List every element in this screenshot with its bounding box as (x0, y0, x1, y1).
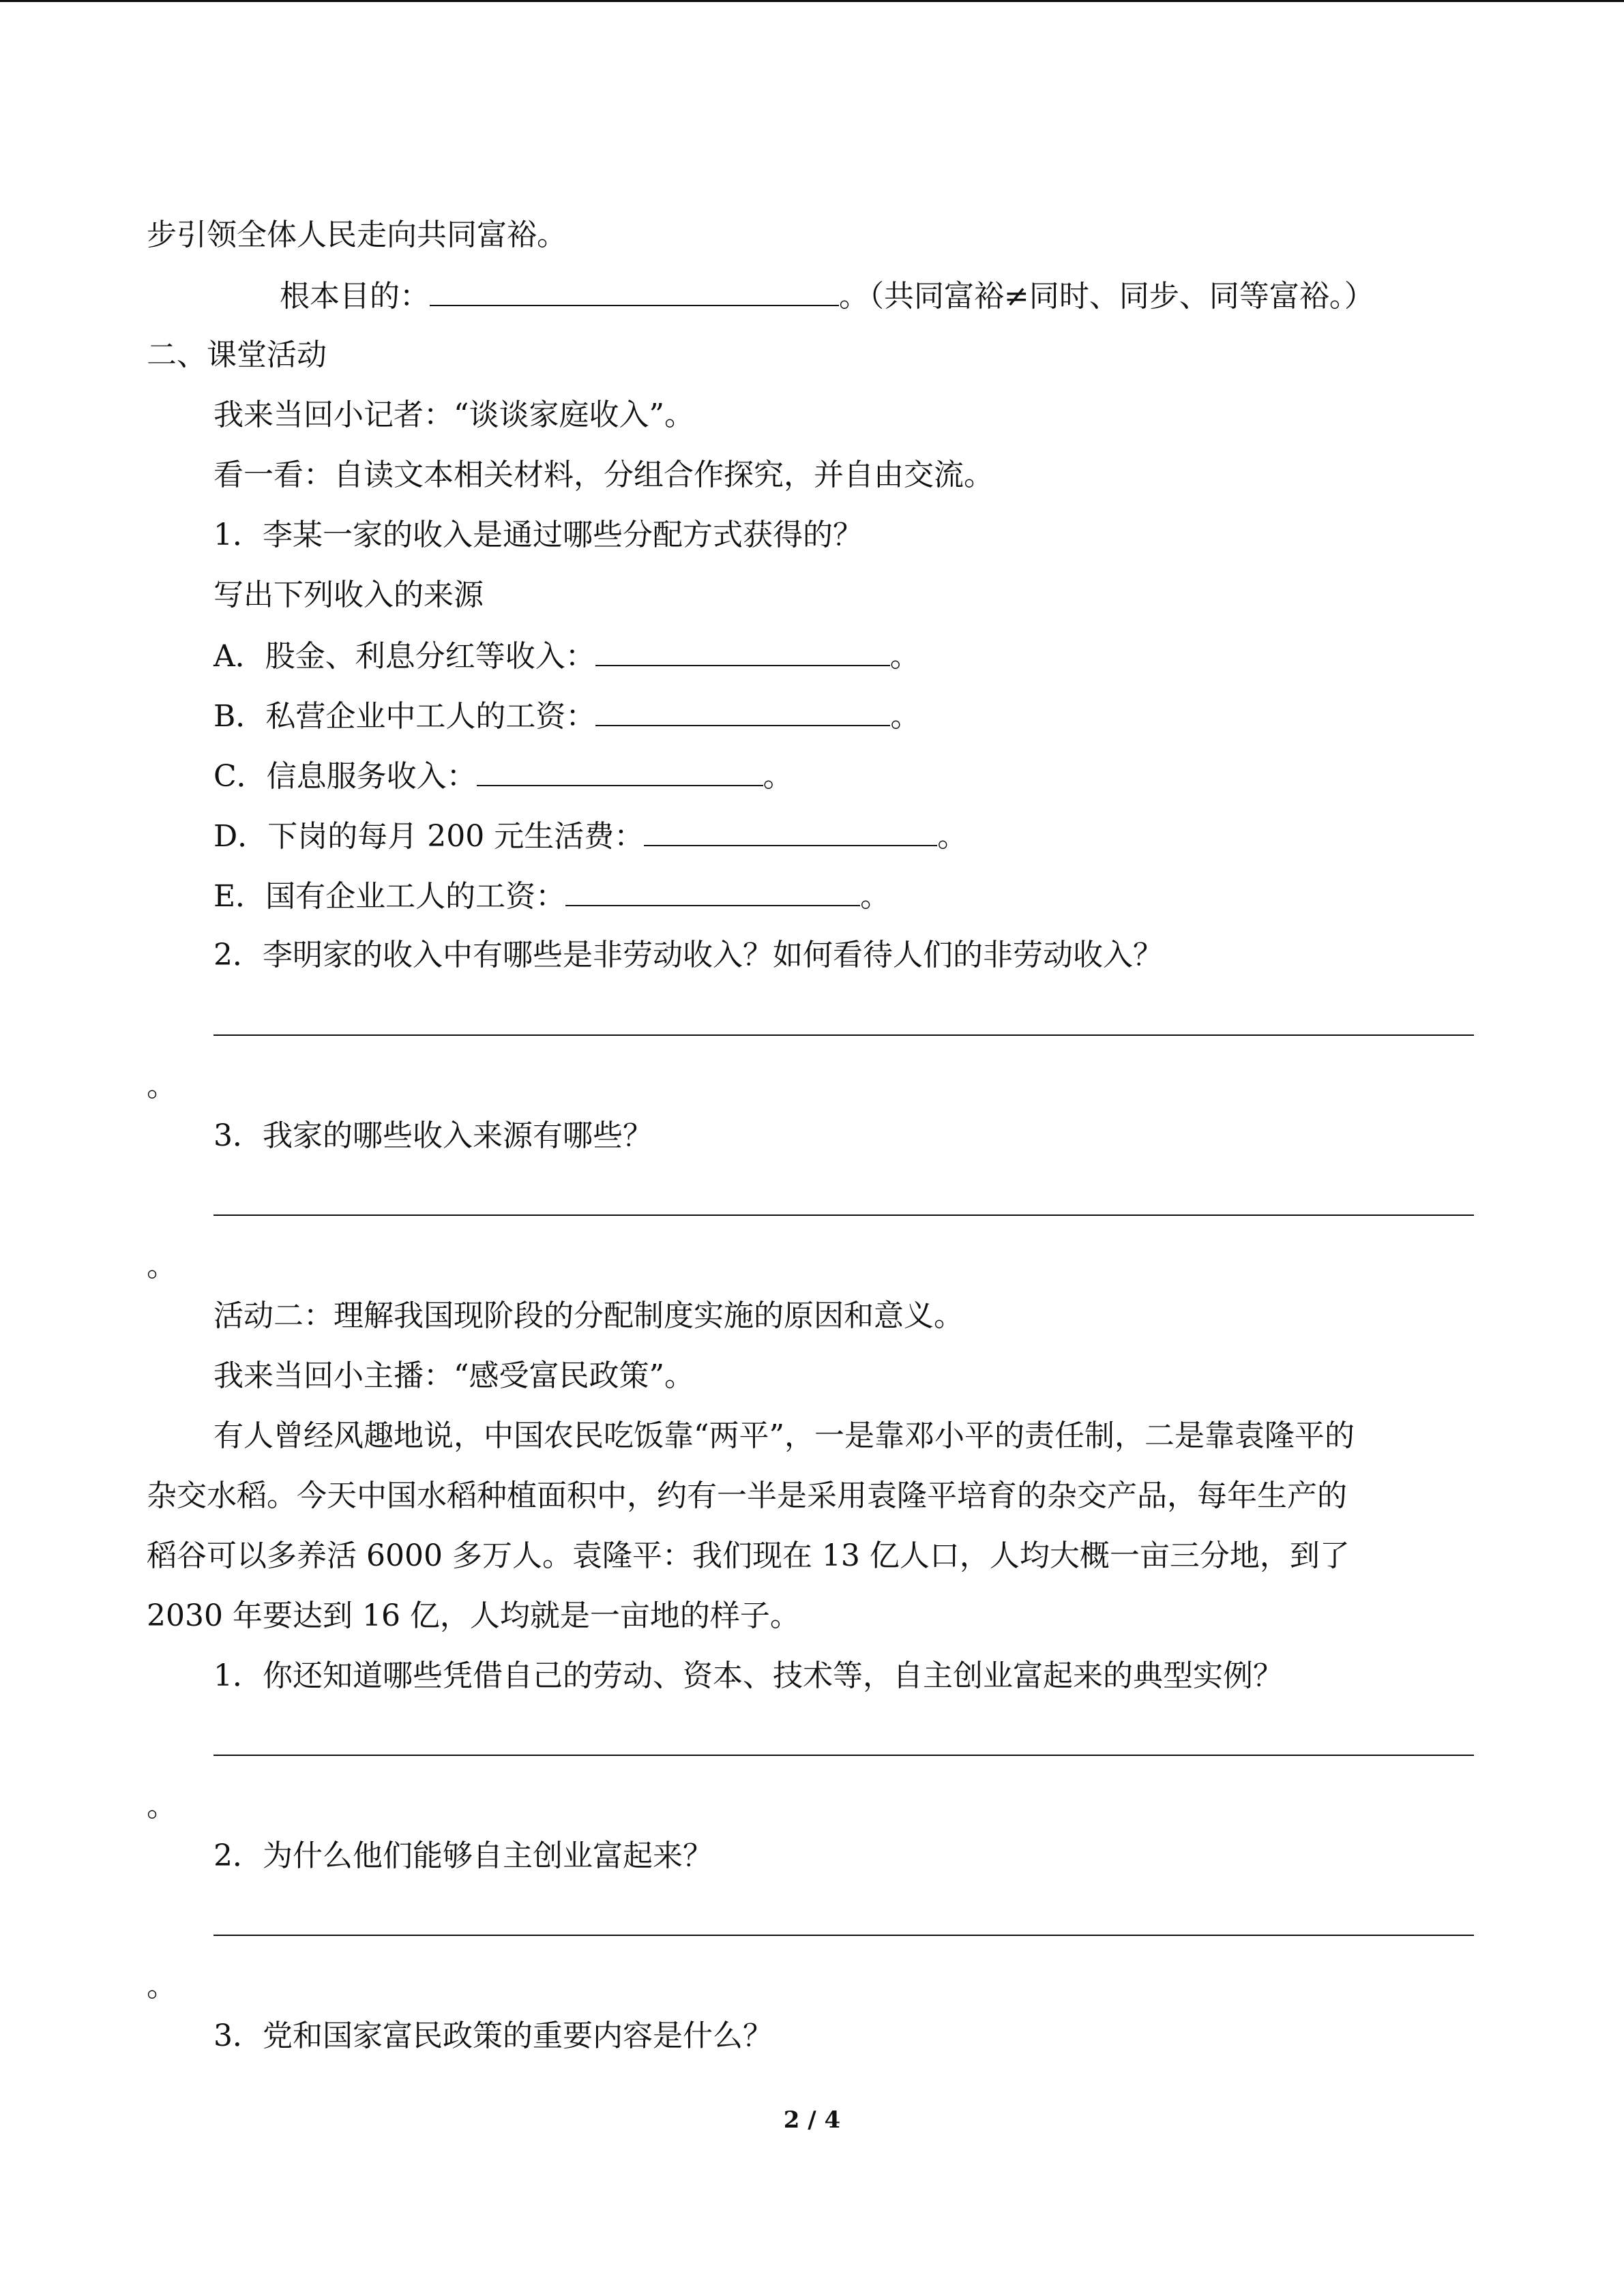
paragraph-line: 有人曾经风趣地说，中国农民吃饭靠“两平”，一是靠邓小平的责任制，二是靠袁隆平的 (213, 1418, 1355, 1453)
text-line: 我来当回小主播：“感受富民政策”。 (213, 1358, 694, 1393)
period: 。 (860, 879, 891, 914)
note: 。（共同富裕≠同时、同步、同等富裕。） (839, 279, 1374, 314)
question: 1．李某一家的收入是通过哪些分配方式获得的？ (213, 518, 863, 552)
label: A．股金、利息分红等收入： (213, 639, 595, 674)
text-line: 看一看：自读文本相关材料，分组合作探究，并自由交流。 (213, 458, 994, 492)
question: 1．你还知道哪些凭借自己的劳动、资本、技术等，自主创业富起来的典型实例？ (213, 1658, 1283, 1693)
answer-line[interactable] (213, 1034, 1474, 1036)
period: 。 (890, 699, 921, 734)
text-line: 步引领全体人民走向共同富裕。 (147, 218, 567, 252)
period: 。 (889, 639, 920, 674)
section-heading: 二、课堂活动 (147, 338, 327, 372)
paragraph-line: 稻谷可以多养活 6000 多万人。袁隆平：我们现在 13 亿人口，人均大概一亩三分地，到了 (147, 1538, 1350, 1573)
period: 。 (763, 759, 793, 794)
answer-blank[interactable] (565, 875, 860, 906)
page-number: 2 / 4 (783, 2106, 841, 2134)
fill-in-line (213, 815, 967, 857)
answer-blank[interactable] (644, 815, 937, 846)
answer-line[interactable] (213, 1935, 1474, 1936)
period: 。 (147, 1069, 177, 1103)
period: 。 (937, 819, 968, 854)
answer-blank[interactable] (477, 755, 763, 786)
fill-in-line (213, 695, 920, 737)
page-top-border (0, 0, 1624, 2)
question: 2．李明家的收入中有哪些是非劳动收入？如何看待人们的非劳动收入？ (213, 938, 1163, 972)
question: 3．我家的哪些收入来源有哪些？ (213, 1118, 653, 1153)
period: 。 (147, 1969, 177, 2003)
label: B．私营企业中工人的工资： (213, 699, 596, 734)
label: D．下岗的每月 200 元生活费： (213, 819, 645, 854)
period: 。 (147, 1789, 177, 1823)
answer-blank[interactable] (595, 635, 890, 666)
label: E．国有企业工人的工资： (213, 879, 566, 914)
text-line: 活动二：理解我国现阶段的分配制度实施的原因和意义。 (213, 1298, 964, 1333)
fill-in-line (213, 635, 920, 677)
answer-line[interactable] (213, 1214, 1474, 1216)
answer-line[interactable] (213, 1755, 1474, 1756)
fill-in-line (280, 275, 1374, 317)
period: 。 (147, 1249, 177, 1283)
fill-in-line (213, 875, 890, 917)
label: 根本目的： (280, 279, 430, 314)
paragraph-line: 2030 年要达到 16 亿，人均就是一亩地的样子。 (147, 1598, 800, 1633)
question: 3．党和国家富民政策的重要内容是什么？ (213, 2018, 773, 2053)
fill-in-line (213, 755, 793, 797)
label: C．信息服务收入： (213, 759, 477, 794)
text-line: 写出下列收入的来源 (213, 578, 484, 612)
paragraph-line: 杂交水稻。今天中国水稻种植面积中，约有一半是采用袁隆平培育的杂交产品，每年生产的 (147, 1478, 1347, 1513)
answer-blank[interactable] (595, 695, 890, 726)
answer-blank[interactable] (430, 275, 839, 306)
question: 2．为什么他们能够自主创业富起来？ (213, 1838, 713, 1873)
text-line: 我来当回小记者：“谈谈家庭收入”。 (213, 398, 694, 432)
